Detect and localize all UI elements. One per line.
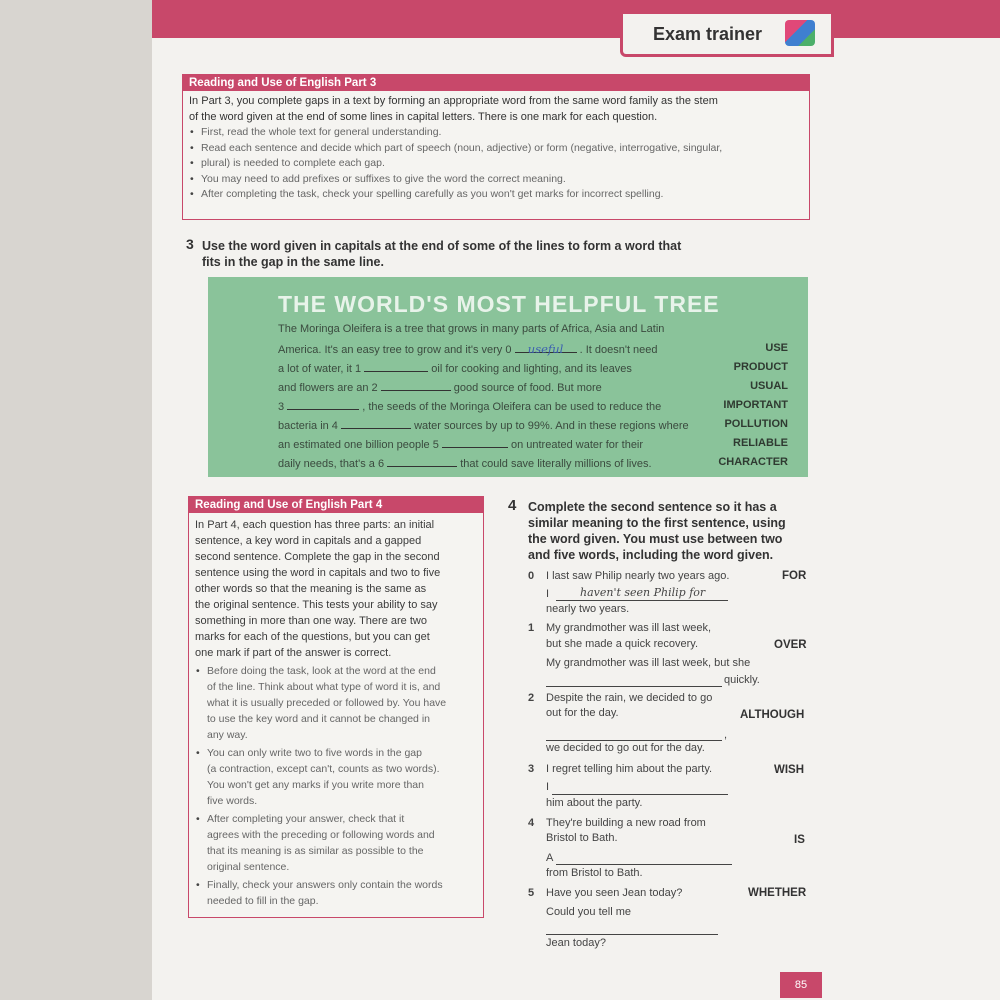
item-sentence: Despite the rain, we decided to go xyxy=(546,692,713,704)
keyword: POLLUTION xyxy=(724,418,788,430)
keyword: USE xyxy=(765,342,788,354)
item-sentence: Have you seen Jean today? xyxy=(546,887,683,899)
part4-tips-box xyxy=(188,496,484,918)
answer-line-3[interactable] xyxy=(552,794,728,795)
punctuation: , xyxy=(724,729,728,741)
answer-gap-2[interactable] xyxy=(381,380,451,391)
item-number: 4 xyxy=(528,817,535,829)
tip-line: • Finally, check your answers only contain the words xyxy=(207,879,443,891)
text-line xyxy=(278,418,788,436)
text-fragment: , the seeds of the Moringa Oleifera can be used to reduce the xyxy=(362,401,662,413)
item-keyword: FOR xyxy=(782,570,807,582)
text-fragment: daily needs, that's a 6 xyxy=(278,458,385,470)
keyword: PRODUCT xyxy=(733,361,788,373)
answer-gap-5[interactable] xyxy=(442,437,508,448)
tip-line: of the line. Think about what type of word it is, and xyxy=(207,681,441,693)
gap-prefix: A xyxy=(546,852,554,864)
item-keyword: WISH xyxy=(774,764,805,776)
tip-line: agrees with the preceding or following words and xyxy=(207,829,435,841)
answer-line-1[interactable] xyxy=(546,686,722,687)
item-sentence: My grandmother was ill last week, xyxy=(546,622,712,634)
item-sentence: Could you tell me xyxy=(546,906,631,918)
text-fragment: that could save literally millions of lives. xyxy=(460,458,652,470)
instruction-line: Complete the second sentence so it has a xyxy=(528,500,777,514)
text-title: THE WORLD'S MOST HELPFUL TREE xyxy=(278,291,720,317)
item-sentence: Bristol to Bath. xyxy=(546,832,618,844)
exam-trainer-tab xyxy=(620,14,834,57)
text-fragment: water sources by up to 99%. And in these regions where xyxy=(414,420,689,432)
intro-line: other words so that the meaning is the same as xyxy=(195,583,427,595)
part3-intro-line: of the word given at the end of some lines in capital letters. There is one mark for each question. xyxy=(189,110,658,123)
question-number: 3 xyxy=(186,236,194,252)
text-line xyxy=(278,361,788,379)
tip-line: needed to fill in the gap. xyxy=(207,895,319,907)
item-continuation: from Bristol to Bath. xyxy=(546,867,643,879)
keyword: CHARACTER xyxy=(718,456,788,468)
intro-line: the original sentence. This tests your ability to say xyxy=(195,599,438,611)
item-sentence: I last saw Philip nearly two years ago. xyxy=(546,570,730,582)
item-number: 5 xyxy=(528,887,535,899)
text-fragment: an estimated one billion people 5 xyxy=(278,439,439,451)
tip-bullet: • Read each sentence and decide which part of speech (noun, adjective) or form (negative, interrogative, singular, xyxy=(201,141,803,157)
intro-line: sentence, a key word in capitals and a gapped xyxy=(195,535,422,547)
example-gap xyxy=(515,342,577,356)
question-3-instructions xyxy=(202,238,802,270)
text-line xyxy=(278,437,788,455)
tip-line: what it is usually preceded or followed by. You have xyxy=(207,697,447,709)
text-fragment: oil for cooking and lighting, and its leaves xyxy=(431,363,632,375)
item-sentence: out for the day. xyxy=(546,707,619,719)
part3-heading: Reading and Use of English Part 3 xyxy=(183,75,809,91)
tip-bullet: • First, read the whole text for general understanding. xyxy=(201,125,803,141)
intro-line: sentence using the word in capitals and two to five xyxy=(195,567,441,579)
keyword: USUAL xyxy=(750,380,788,392)
tip-line: • After completing your answer, check that it xyxy=(207,813,405,825)
tip-line: You won't get any marks if you write more than xyxy=(207,779,424,791)
answer-gap-3[interactable] xyxy=(287,399,359,410)
tip-line: to use the key word and it cannot be changed in xyxy=(207,713,430,725)
tip-line: (a contraction, except can't, counts as two words). xyxy=(207,763,440,775)
tip-bullet-continued: • plural) is needed to complete each gap. xyxy=(201,156,803,172)
instruction-line: Use the word given in capitals at the end of some of the lines to form a word that xyxy=(202,239,682,253)
intro-line: In Part 4, each question has three parts: an initial xyxy=(195,519,435,531)
tip-line: any way. xyxy=(207,729,248,741)
text-fragment: America. It's an easy tree to grow and it's very 0 xyxy=(278,344,512,356)
item-number: 0 xyxy=(528,570,535,582)
item-keyword: IS xyxy=(794,834,805,846)
tip-line: original sentence. xyxy=(207,861,290,873)
reading-text-panel xyxy=(208,277,808,477)
text-fragment: bacteria in 4 xyxy=(278,420,338,432)
answer-line-4[interactable] xyxy=(556,864,732,865)
gap-prefix: I xyxy=(546,781,550,793)
item-sentence: My grandmother was ill last week, but she xyxy=(546,657,751,669)
example-answer: useful xyxy=(527,342,564,356)
answer-gap-6[interactable] xyxy=(387,456,457,467)
item-number: 1 xyxy=(528,622,535,634)
item-continuation: quickly. xyxy=(724,674,760,686)
instruction-line: fits in the gap in the same line. xyxy=(202,255,384,269)
item-keyword: WHETHER xyxy=(748,887,807,899)
answer-gap-4[interactable] xyxy=(341,418,411,429)
part3-intro-line: In Part 3, you complete gaps in a text by forming an appropriate word from the same word family as the stem xyxy=(189,95,718,107)
tip-bullet xyxy=(207,877,477,909)
tip-line: that its meaning is as similar as possible to the xyxy=(207,845,424,857)
tip-line: five words. xyxy=(207,795,258,807)
page-number: 85 xyxy=(780,972,822,998)
part4-heading: Reading and Use of English Part 4 xyxy=(189,497,483,513)
intro-line: something in more than one way. There are two xyxy=(195,615,427,627)
item-number: 2 xyxy=(528,692,535,704)
item-continuation: him about the party. xyxy=(546,797,643,809)
item-keyword: ALTHOUGH xyxy=(740,709,805,721)
section-title: Exam trainer xyxy=(653,24,763,44)
intro-line: one mark if part of the answer is correct. xyxy=(195,647,392,659)
item-continuation: nearly two years. xyxy=(546,603,630,615)
keyword: RELIABLE xyxy=(733,437,788,449)
tip-line: • Before doing the task, look at the word at the end xyxy=(207,665,436,677)
question-3-header xyxy=(186,236,194,254)
text-fragment: . It doesn't need xyxy=(579,344,658,356)
text-line xyxy=(278,380,788,398)
text-fragment: and flowers are an 2 xyxy=(278,382,378,394)
question-4-instructions xyxy=(528,499,798,563)
tip-bullet xyxy=(207,663,477,743)
item-keyword: OVER xyxy=(774,639,807,651)
question-number: 4 xyxy=(508,497,517,514)
instruction-line: similar meaning to the first sentence, using xyxy=(528,516,786,530)
cube-logo-icon xyxy=(785,20,815,46)
text-line xyxy=(278,323,788,341)
example-answer: haven't seen Philip for xyxy=(580,586,706,599)
item-sentence: They're building a new road from xyxy=(546,817,706,829)
answer-line-5[interactable] xyxy=(546,934,718,935)
text-line xyxy=(278,399,788,417)
textbook-page xyxy=(152,0,1000,1000)
text-fragment: 3 xyxy=(278,401,285,413)
instruction-line: the word given. You must use between two xyxy=(528,532,783,546)
answer-gap-1[interactable] xyxy=(364,361,428,372)
text-fragment: a lot of water, it 1 xyxy=(278,363,362,375)
tip-bullet xyxy=(207,811,477,875)
text-fragment: on untreated water for their xyxy=(510,439,644,451)
item-number: 3 xyxy=(528,763,535,775)
gap-prefix: I xyxy=(546,588,550,600)
item-sentence: I regret telling him about the party. xyxy=(546,763,713,775)
tip-bullet: • You may need to add prefixes or suffixes to give the word the correct meaning. xyxy=(201,172,803,188)
text-fragment: The Moringa Oleifera is a tree that grows in many parts of Africa, Asia and Latin xyxy=(278,323,665,335)
tip-bullet: • After completing the task, check your spelling carefully as you won't get marks for incorrect spelling. xyxy=(201,187,803,203)
text-line xyxy=(278,342,788,360)
tip-line: • You can only write two to five words in the gap xyxy=(207,747,422,759)
text-line xyxy=(278,456,788,474)
item-continuation: we decided to go out for the day. xyxy=(546,742,705,754)
item-continuation: Jean today? xyxy=(546,937,606,949)
intro-line: second sentence. Complete the gap in the second xyxy=(195,551,440,563)
item-sentence: but she made a quick recovery. xyxy=(546,638,699,650)
text-fragment: good source of food. But more xyxy=(453,382,602,394)
header-bar xyxy=(152,0,1000,38)
instruction-line: and five words, including the word given. xyxy=(528,548,774,562)
keyword: IMPORTANT xyxy=(723,399,788,411)
tip-bullet xyxy=(207,745,477,809)
intro-line: marks for each of the questions, but you can get xyxy=(195,631,430,643)
part3-tips-box xyxy=(182,74,810,220)
example-answer-line xyxy=(556,600,728,601)
